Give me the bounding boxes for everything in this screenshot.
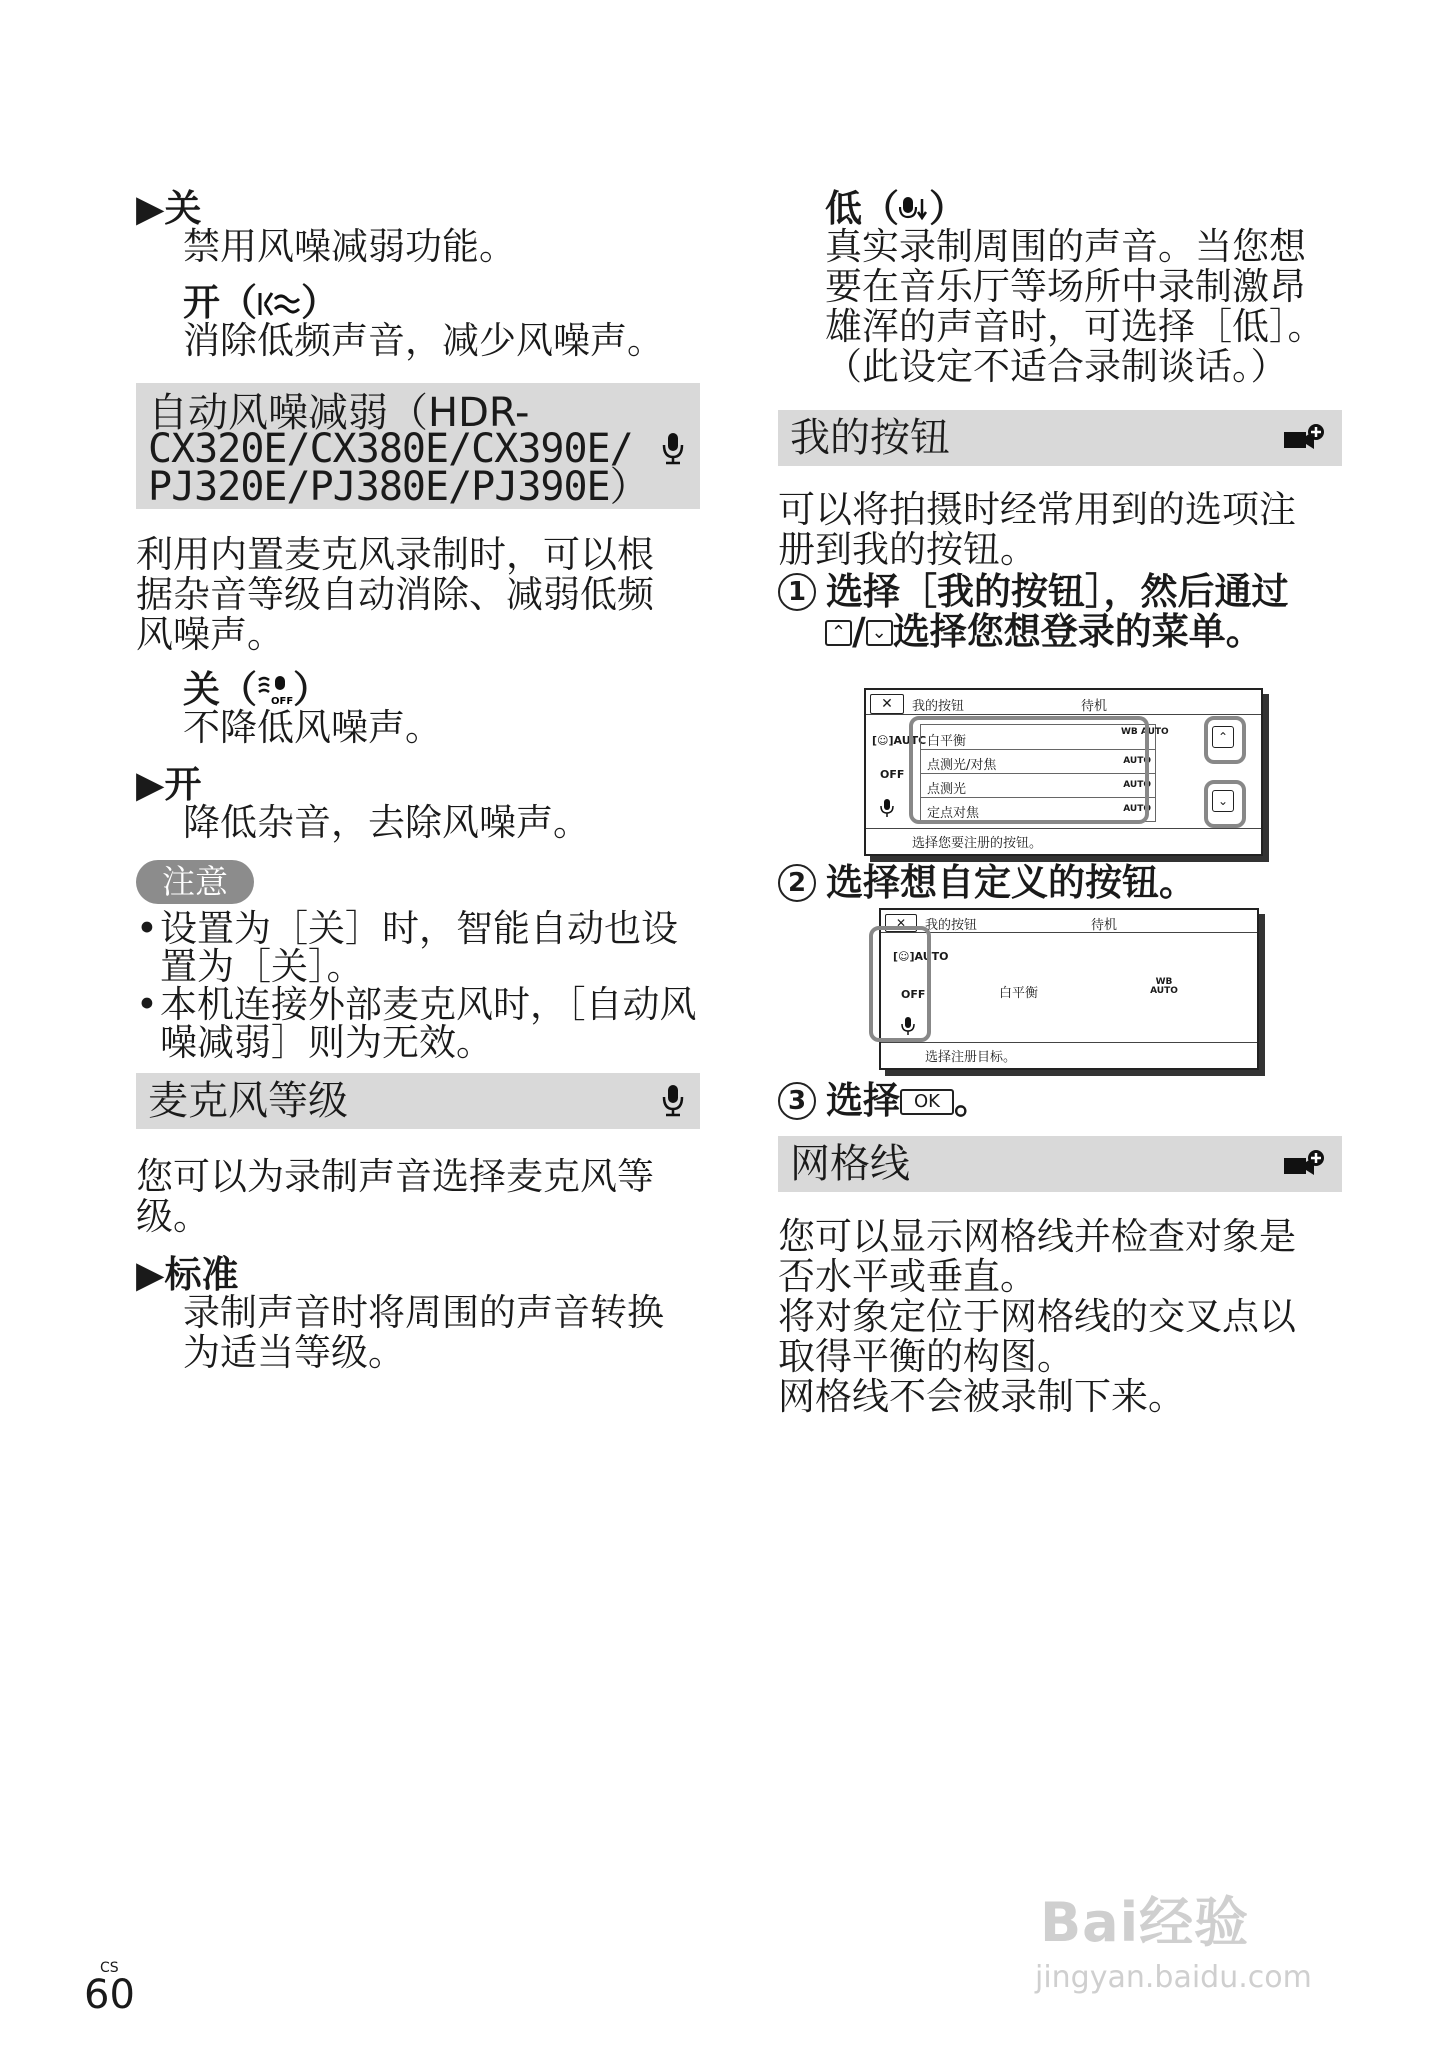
list-item[interactable]: 点测光/对焦 AUTO (921, 749, 1155, 774)
screen-footer: 选择您要注册的按钮。 (912, 836, 1043, 851)
screen-status: 待机 (1091, 918, 1118, 933)
page-language-code: CS (100, 1960, 119, 1976)
mic-icon[interactable] (880, 798, 894, 822)
header-line-2: CX320E/CX380E/CX390E/ (148, 426, 633, 472)
step-number: 1 (778, 573, 816, 611)
off-icon[interactable]: OFF (880, 768, 905, 781)
highlight-menu-list (909, 716, 1149, 824)
step-1-line-2: ⌃ / ⌄ 选择您想登录的菜单。 (825, 607, 1263, 657)
down-key-icon: ⌄ (866, 620, 893, 646)
paragraph-line: 取得平衡的构图。 (778, 1335, 1074, 1378)
paragraph-line: 否水平或垂直。 (778, 1255, 1037, 1298)
off-icon[interactable]: OFF (901, 988, 926, 1001)
on2-desc: 降低杂音，去除风噪声。 (183, 801, 590, 844)
std-label: ▶标准 (136, 1253, 239, 1296)
step-1: 1 选择［我的按钮］，然后通过 (778, 567, 1289, 617)
section-header-grid (778, 1136, 1342, 1192)
step-2: 2 选择想自定义的按钮。 (778, 858, 1196, 908)
section-header-my-button (778, 410, 1342, 466)
scroll-up-button[interactable]: ⌃ (1212, 726, 1234, 748)
std-desc: 为适当等级。 (183, 1331, 405, 1374)
on-option-label: 开（ ） (183, 278, 338, 332)
note-line: 设置为［关］时，智能自动也设 (160, 907, 678, 950)
header-line-1: 自动风噪减弱（HDR- (148, 390, 530, 436)
note-line: 置为［关］。 (160, 945, 364, 988)
svg-text:OFF: OFF (271, 696, 293, 706)
face-auto-icon[interactable]: [☺]AUTC (872, 734, 927, 747)
screen-title: 我的按钮 (912, 699, 965, 714)
paragraph-line: 将对象定位于网格线的交叉点以 (778, 1295, 1296, 1338)
my-button-screen-2 (879, 908, 1259, 1070)
header-line-3: PJ320E/PJ380E/PJ390E） (148, 464, 649, 510)
step-number: 3 (778, 1082, 816, 1120)
on-option-desc: 消除低频声音，减少风噪声。 (183, 319, 664, 362)
off2-desc: 不降低风噪声。 (183, 706, 442, 749)
note-line: 本机连接外部麦克风时，［自动风 (160, 983, 697, 1026)
divider (881, 932, 1257, 933)
note-badge: 注意 (136, 860, 254, 904)
low-desc: 真实录制周围的声音。当您想 (825, 225, 1306, 268)
page-number: 60 (84, 1972, 135, 2018)
low-desc: 要在音乐厅等场所中录制激昂 (825, 265, 1306, 308)
close-button[interactable]: ✕ (870, 694, 904, 714)
highlight-down-button (1204, 780, 1246, 828)
paragraph-line: 风噪声。 (136, 613, 284, 656)
step-number: 2 (778, 864, 816, 902)
paragraph-line: 您可以为录制声音选择麦克风等 (136, 1155, 654, 1198)
note-bullet: • (136, 983, 158, 1026)
header-title: 网格线 (790, 1141, 910, 1187)
paragraph-line: 您可以显示网格线并检查对象是 (778, 1215, 1296, 1258)
divider (866, 828, 1261, 829)
wb-auto-value: WB AUTO (1150, 977, 1178, 996)
screen-title: 我的按钮 (925, 918, 978, 933)
divider (881, 1042, 1257, 1043)
ok-button-icon: OK (900, 1089, 954, 1115)
center-label: 白平衡 (999, 986, 1039, 1001)
watermark-url: jingyan.baidu.com (1035, 1960, 1312, 1995)
paragraph-line: 册到我的按钮。 (778, 528, 1037, 571)
paragraph-line: 据杂音等级自动消除、减弱低频 (136, 573, 654, 616)
low-desc: （此设定不适合录制谈话。） (825, 345, 1288, 388)
paragraph-line: 级。 (136, 1195, 210, 1238)
screen-status: 待机 (1081, 699, 1108, 714)
list-item[interactable]: 点测光 AUTO (921, 773, 1155, 798)
note-line: 噪减弱］则为无效。 (160, 1021, 493, 1064)
camera-plus-icon (1282, 422, 1326, 458)
note-bullet: • (136, 907, 158, 950)
step-3: 3 选择 OK 。 (778, 1076, 991, 1126)
section-header-auto-wind (136, 383, 700, 509)
screen-footer: 选择注册目标。 (925, 1050, 1017, 1065)
up-key-icon: ⌃ (825, 620, 852, 646)
divider (866, 714, 1261, 715)
off-option-label: ▶关 (136, 187, 202, 230)
section-header-mic-level (136, 1073, 700, 1129)
std-desc: 录制声音时将周围的声音转换 (183, 1291, 664, 1334)
highlight-up-button (1204, 716, 1246, 764)
header-title: 麦克风等级 (148, 1078, 348, 1124)
scroll-down-button[interactable]: ⌄ (1212, 790, 1234, 812)
close-button[interactable]: ✕ (885, 914, 917, 932)
off-option-desc: 禁用风噪减弱功能。 (183, 225, 516, 268)
mic-icon (662, 431, 684, 469)
low-label: 低（ ） (825, 184, 966, 238)
header-title: 我的按钮 (790, 415, 950, 461)
list-item[interactable]: 定点对焦 AUTO (927, 804, 1151, 821)
on2-label: ▶开 (136, 763, 202, 806)
watermark-brand: Bai经验 (1040, 1891, 1250, 1954)
highlight-left-buttons (869, 926, 931, 1042)
low-desc: 雄浑的声音时，可选择［低］。 (825, 305, 1325, 348)
face-auto-icon[interactable]: [☺]AUTO (893, 950, 949, 963)
mic-icon (662, 1083, 684, 1121)
camera-plus-icon (1282, 1148, 1326, 1184)
paragraph-line: 可以将拍摄时经常用到的选项注 (778, 488, 1296, 531)
paragraph-line: 网格线不会被录制下来。 (778, 1375, 1185, 1418)
paragraph-line: 利用内置麦克风录制时，可以根 (136, 533, 654, 576)
off2-label: 关（ OFF ） (183, 665, 330, 719)
list-item[interactable]: 白平衡 WB AUTO (921, 725, 1155, 750)
